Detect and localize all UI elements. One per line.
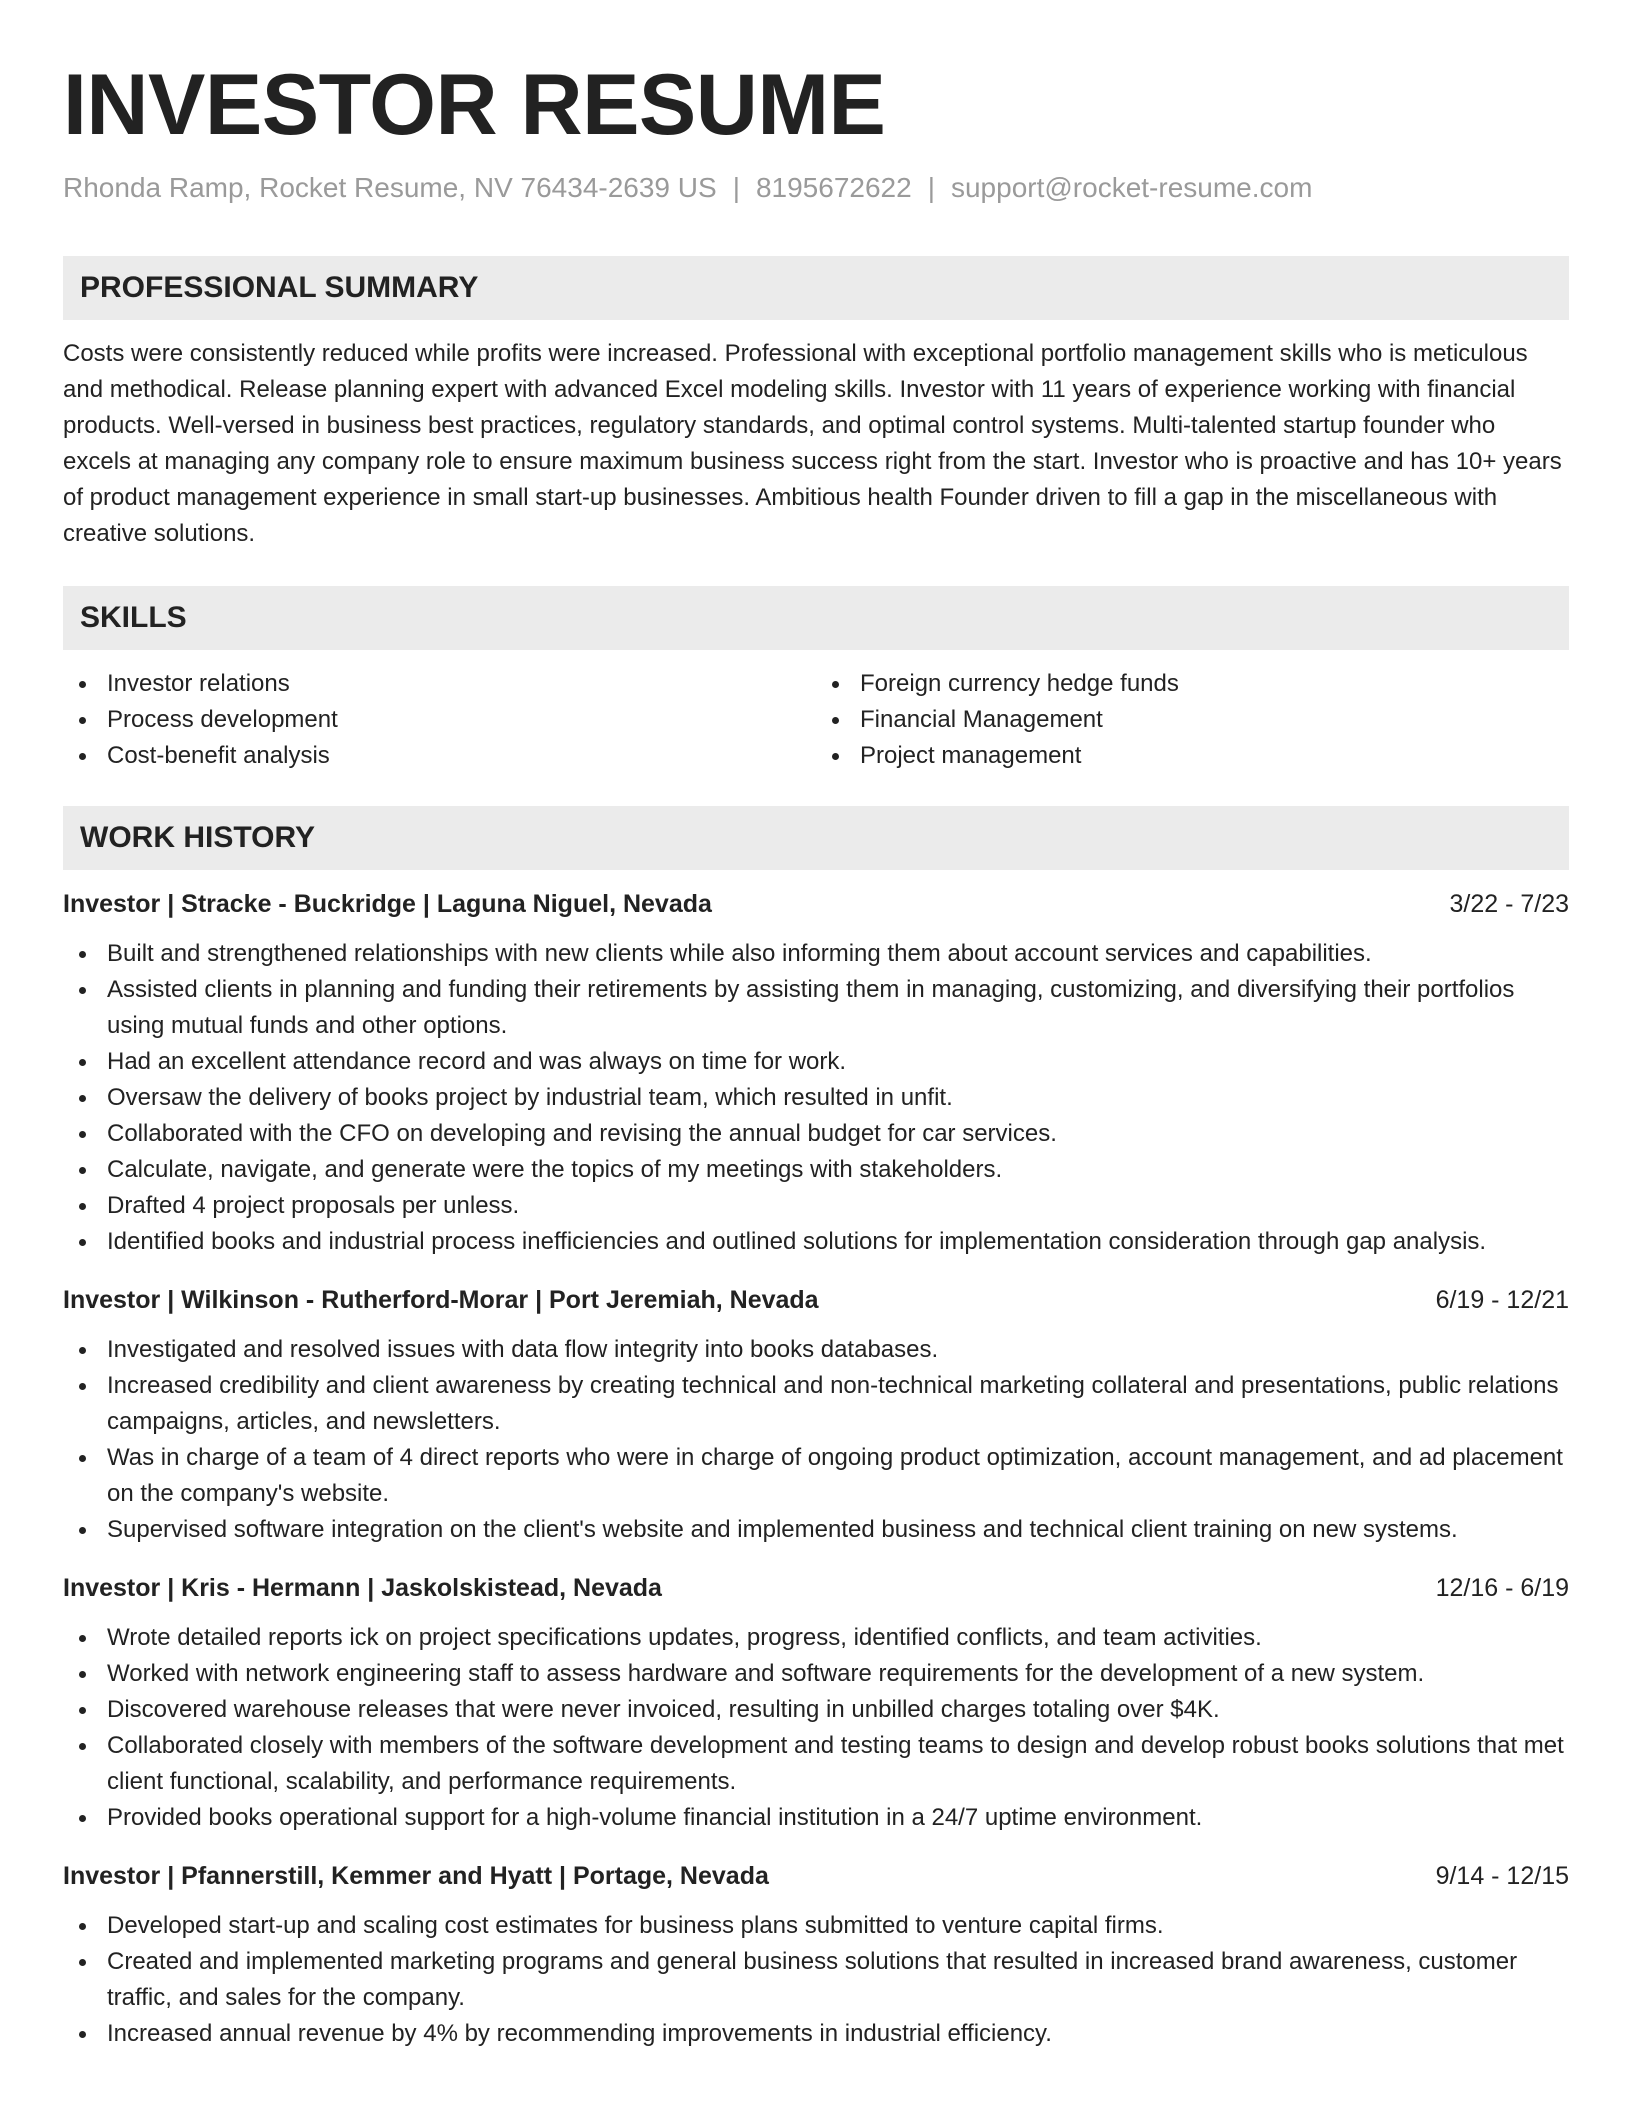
job-bullet: Collaborated with the CFO on developing and revising the annual budget for car services. (63, 1116, 1569, 1152)
job-entry (63, 1282, 1569, 1548)
job-dates: 9/14 - 12/15 (1435, 1862, 1569, 1890)
job-header (63, 1570, 1569, 1606)
work-history-list (63, 886, 1569, 2052)
job-bullet: Collaborated closely with members of the software development and testing teams to design and develop robust books solutions that met client functional, scalability, and performance requirements. (63, 1728, 1569, 1800)
skill-item: Project management (816, 738, 1569, 774)
job-bullet: Was in charge of a team of 4 direct reports who were in charge of ongoing product optimization, account management, and ad placement on the company's website. (63, 1440, 1569, 1512)
job-title: Investor | Wilkinson - Rutherford-Morar | Port Jeremiah, Nevada (63, 1286, 819, 1314)
job-bullet: Increased annual revenue by 4% by recommending improvements in industrial efficiency. (63, 2016, 1569, 2052)
job-bullet-list (63, 1620, 1569, 1836)
job-bullet: Calculate, navigate, and generate were the topics of my meetings with stakeholders. (63, 1152, 1569, 1188)
job-bullet: Discovered warehouse releases that were never invoiced, resulting in unbilled charges totaling over $4K. (63, 1692, 1569, 1728)
job-bullet: Worked with network engineering staff to assess hardware and software requirements for the development of a new system. (63, 1656, 1569, 1692)
job-bullet: Oversaw the delivery of books project by industrial team, which resulted in unfit. (63, 1080, 1569, 1116)
job-bullet: Wrote detailed reports ick on project specifications updates, progress, identified conflicts, and team activities. (63, 1620, 1569, 1656)
skill-item: Foreign currency hedge funds (816, 666, 1569, 702)
job-bullet-list (63, 1908, 1569, 2052)
job-header (63, 1858, 1569, 1894)
summary-text: Costs were consistently reduced while profits were increased. Professional with exceptional portfolio management skills who is meticulous and methodical. Release planning expert with advanced Excel modeling skills. Investor with 11 years of experience working with financial products. Well-versed in business best practices, regulatory standards, and optimal control systems. Multi-talented startup founder who excels at managing any company role to ensure maximum business success right from the start. Investor who is proactive and has 10+ years of product management experience in small start-up businesses. Ambitious health Founder driven to fill a gap in the miscellaneous with creative solutions. (63, 340, 1562, 547)
job-entry (63, 1570, 1569, 1836)
skills-heading: SKILLS (63, 586, 1569, 650)
work-history-heading: WORK HISTORY (63, 806, 1569, 870)
job-header (63, 1282, 1569, 1318)
job-title: Investor | Kris - Hermann | Jaskolskistead, Nevada (63, 1574, 662, 1602)
job-bullet: Drafted 4 project proposals per unless. (63, 1188, 1569, 1224)
skill-item: Investor relations (63, 666, 816, 702)
job-title: Investor | Stracke - Buckridge | Laguna Niguel, Nevada (63, 890, 712, 918)
job-bullet: Built and strengthened relationships with new clients while also informing them about account services and capabilities. (63, 936, 1569, 972)
skills-list (63, 666, 1569, 774)
skills-column-right (816, 666, 1569, 774)
skill-item: Financial Management (816, 702, 1569, 738)
contact-line (63, 170, 1569, 206)
job-entry (63, 886, 1569, 1260)
job-bullet: Increased credibility and client awareness by creating technical and non-technical marketing collateral and presentations, public relations campaigns, articles, and newsletters. (63, 1368, 1569, 1440)
job-bullet-list (63, 1332, 1569, 1548)
contact-address: Rhonda Ramp, Rocket Resume, NV 76434-2639 US (63, 172, 717, 203)
job-bullet: Identified books and industrial process inefficiencies and outlined solutions for implementation consideration through gap analysis. (63, 1224, 1569, 1260)
skills-column-left (63, 666, 816, 774)
skill-item: Cost-benefit analysis (63, 738, 816, 774)
job-bullet: Provided books operational support for a high-volume financial institution in a 24/7 uptime environment. (63, 1800, 1569, 1836)
summary-heading: PROFESSIONAL SUMMARY (63, 256, 1569, 320)
resume-title: INVESTOR RESUME (63, 57, 886, 153)
job-entry (63, 1858, 1569, 2052)
job-bullet: Assisted clients in planning and funding their retirements by assisting them in managing, customizing, and diversifying their portfolios using mutual funds and other options. (63, 972, 1569, 1044)
job-title: Investor | Pfannerstill, Kemmer and Hyatt | Portage, Nevada (63, 1862, 769, 1890)
job-dates: 6/19 - 12/21 (1435, 1286, 1569, 1314)
job-bullet-list (63, 936, 1569, 1260)
job-dates: 3/22 - 7/23 (1449, 890, 1569, 918)
job-bullet: Had an excellent attendance record and was always on time for work. (63, 1044, 1569, 1080)
contact-phone: 8195672622 (755, 172, 912, 203)
job-bullet: Supervised software integration on the client's website and implemented business and technical client training on new systems. (63, 1512, 1569, 1548)
contact-email: support@rocket-resume.com (950, 172, 1313, 203)
job-bullet: Created and implemented marketing programs and general business solutions that resulted in increased brand awareness, customer traffic, and sales for the company. (63, 1944, 1569, 2016)
skill-item: Process development (63, 702, 816, 738)
job-header (63, 886, 1569, 922)
contact-separator: | (732, 172, 740, 203)
job-bullet: Developed start-up and scaling cost estimates for business plans submitted to venture capital firms. (63, 1908, 1569, 1944)
job-bullet: Investigated and resolved issues with data flow integrity into books databases. (63, 1332, 1569, 1368)
contact-separator: | (927, 172, 935, 203)
job-dates: 12/16 - 6/19 (1435, 1574, 1569, 1602)
